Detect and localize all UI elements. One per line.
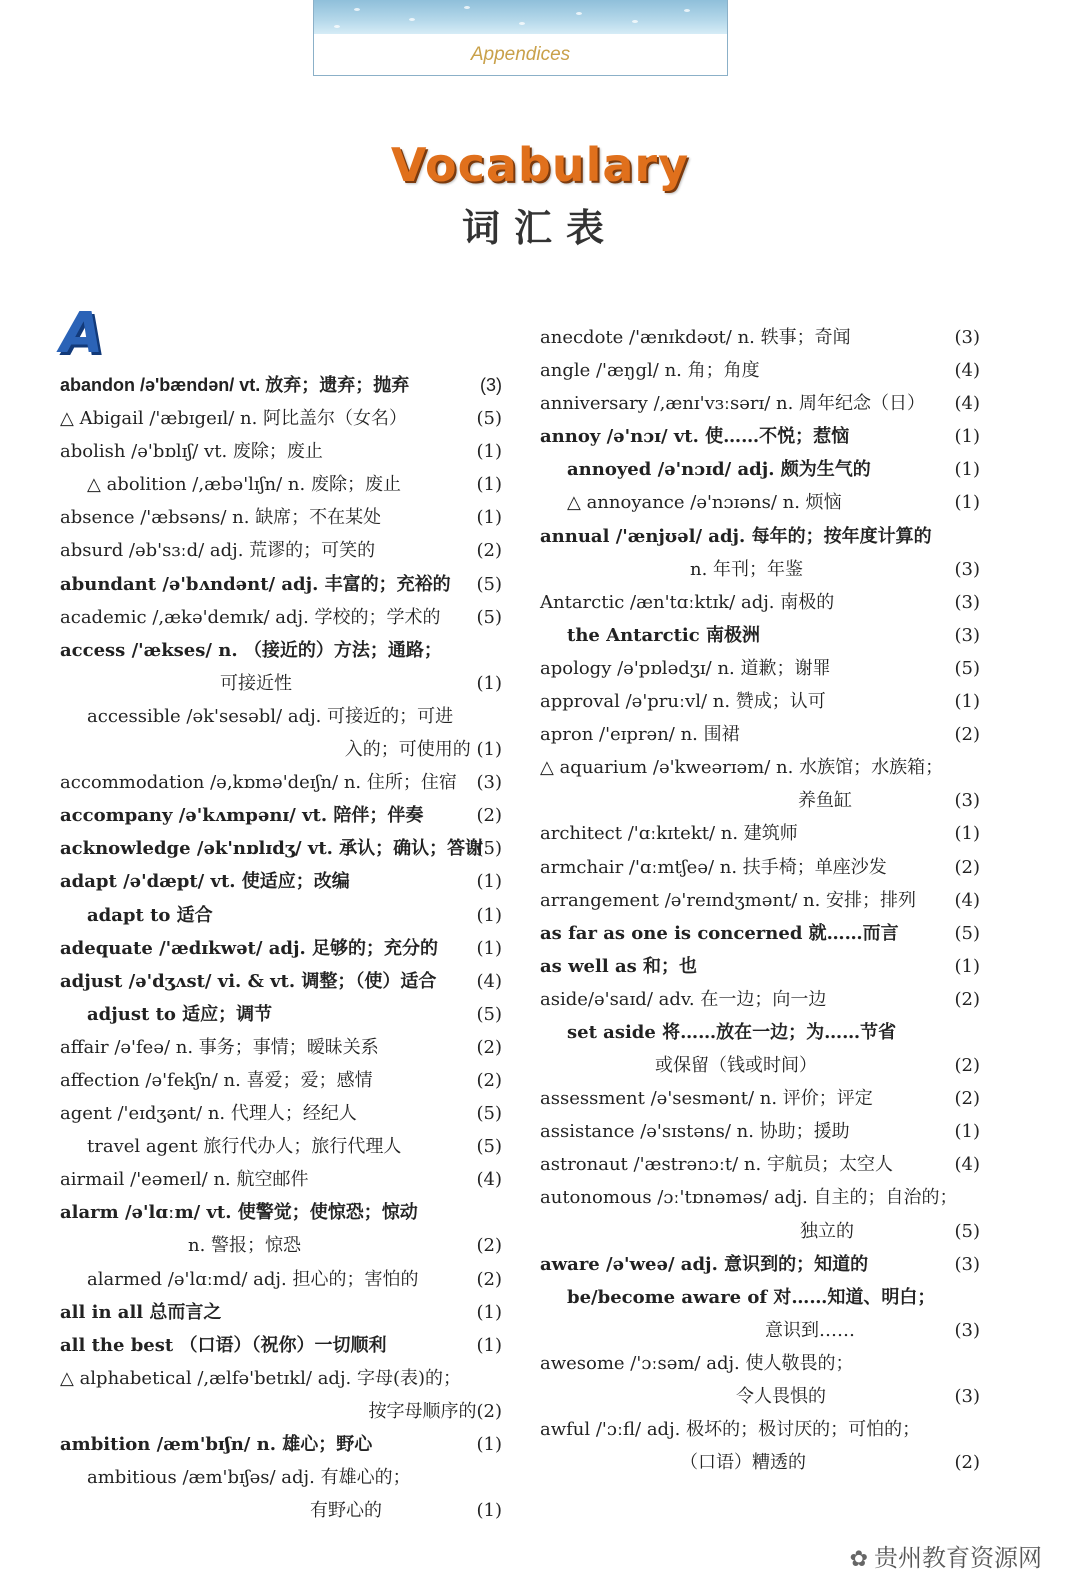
entry-line: armchair /'ɑːmtʃeə/ n. 扶手椅；单座沙发 (2): [540, 856, 980, 878]
entry-line: aside/ə'saɪd/ adv. 在一边；向一边 (2): [540, 988, 980, 1010]
entry-line: adjust to 适应；调节 (5): [87, 1003, 502, 1025]
entry-line: △ Abigail /'æbɪgeɪl/ n. 阿比盖尔（女名） (5): [60, 408, 502, 430]
entry-line: accommodation /ə,kɒmə'deɪʃn/ n. 住所；住宿 (3): [60, 772, 502, 794]
entry-line: access /'ækses/ n. （接近的）方法；通路；: [60, 639, 442, 661]
entry-line: travel agent 旅行代办人；旅行代理人 (5): [87, 1136, 502, 1158]
entry-line: awful /'ɔːfl/ adj. 极坏的；极讨厌的；可怕的；: [540, 1419, 921, 1441]
entry-line: as well as 和；也 (1): [540, 955, 980, 977]
entry-line: affair /ə'feə/ n. 事务；事情；暧昧关系 (2): [60, 1036, 502, 1058]
entry-line: △ annoyance /ə'nɔɪəns/ n. 烦恼 (1): [567, 492, 980, 514]
entry-continuation: 有野心的 (1): [310, 1500, 502, 1522]
left-column: [60, 369, 502, 1527]
entry-line: annoy /ə'nɔɪ/ vt. 使……不悦；惹恼 (1): [540, 426, 980, 448]
entry-continuation: 养鱼缸 (3): [798, 790, 980, 812]
entry-continuation: 令人畏惧的 (3): [736, 1386, 980, 1407]
entry-line: be/become aware of 对……知道、明白；: [567, 1286, 936, 1308]
entry-line: as far as one is concerned 就……而言 (5): [540, 922, 980, 944]
entry-line: anniversary /,ænɪ'vɜːsərɪ/ n. 周年纪念（日） (4): [540, 393, 980, 415]
entry-line: △ abolition /,æbə'lɪʃn/ n. 废除；废止 (1): [87, 474, 502, 496]
entry-line: ambitious /æm'bɪʃəs/ adj. 有雄心的；: [87, 1467, 411, 1489]
page-title: Vocabulary: [390, 138, 690, 192]
entry-line: alarmed /ə'lɑːmd/ adj. 担心的；害怕的 (2): [87, 1268, 502, 1290]
entry-line: astronaut /'æstrənɔːt/ n. 宇航员；太空人 (4): [540, 1154, 980, 1176]
entry-continuation: 意识到…… (3): [765, 1319, 980, 1341]
entry-line: aware /ə'weə/ adj. 意识到的；知道的 (3): [540, 1253, 980, 1275]
entry-line: adapt /ə'dæpt/ vt. 使适应；改编 (1): [60, 871, 502, 893]
entry-line: airmail /'eəmeɪl/ n. 航空邮件 (4): [60, 1169, 502, 1191]
entry-line: abandon /ə'bændən/ vt. 放弃；遗弃；抛弃 (3): [60, 375, 502, 395]
entry-line: the Antarctic 南极洲 (3): [567, 624, 980, 646]
entry-line: all the best （口语）（祝你）一切顺利 (1): [60, 1334, 502, 1356]
watermark-text: 贵州教育资源网: [874, 1544, 1042, 1572]
entry-line: assessment /ə'sesmənt/ n. 评价；评定 (2): [540, 1088, 980, 1110]
entry-line: approval /ə'pruːvl/ n. 赞成；认可 (1): [540, 691, 980, 713]
right-column: [540, 321, 980, 1479]
entry-line: △ aquarium /ə'kweərɪəm/ n. 水族馆；水族箱；: [540, 757, 944, 779]
entry-continuation: n. 警报；惊恐 (2): [188, 1235, 502, 1257]
entry-line: ambition /æm'bɪʃn/ n. 雄心；野心 (1): [60, 1434, 502, 1455]
entry-line: alarm /ə'lɑːm/ vt. 使警觉；使惊恐；惊动: [60, 1202, 418, 1224]
entry-line: acknowledge /ək'nɒlɪdʒ/ vt. 承认；确认；答谢 (5): [60, 838, 502, 860]
entry-line: affection /ə'fekʃn/ n. 喜爱；爱；感情 (2): [60, 1069, 502, 1091]
entry-line: assistance /ə'sɪstəns/ n. 协助；援助 (1): [540, 1121, 980, 1143]
entry-line: set aside 将……放在一边；为……节省: [567, 1021, 897, 1043]
entry-line: apron /'eɪprən/ n. 围裙 (2): [540, 724, 980, 746]
entry-line: accessible /ək'sesəbl/ adj. 可接近的；可进: [87, 705, 454, 727]
appendices-banner: [313, 0, 728, 76]
entry-line: annual /'ænjʊəl/ adj. 每年的；按年度计算的: [540, 525, 932, 547]
watermark: [850, 1538, 1042, 1573]
entry-line: accompany /ə'kʌmpənɪ/ vt. 陪伴；伴奏 (2): [60, 805, 502, 827]
page-title-cn: 词汇表: [461, 205, 618, 250]
entry-line: absurd /əb'sɜːd/ adj. 荒谬的；可笑的 (2): [60, 540, 502, 562]
banner-image: [314, 0, 727, 34]
entry-line: all in all 总而言之 (1): [60, 1301, 502, 1323]
entry-line: adapt to 适合 (1): [87, 904, 502, 926]
entry-line: anecdote /'ænɪkdəʊt/ n. 轶事；奇闻 (3): [540, 327, 980, 348]
entry-line: academic /,ækə'demɪk/ adj. 学校的；学术的 (5): [60, 606, 502, 628]
entry-line: architect /'ɑːkɪtekt/ n. 建筑师 (1): [540, 823, 980, 845]
entry-continuation: 或保留（钱或时间） (2): [655, 1055, 980, 1077]
entry-line: absence /'æbsəns/ n. 缺席；不在某处 (1): [60, 507, 502, 529]
entry-continuation: （口语）糟透的 (2): [680, 1452, 980, 1474]
entry-line: angle /'æŋgl/ n. 角；角度 (4): [540, 360, 980, 382]
section-letter: A: [60, 301, 104, 366]
entry-line: adjust /ə'dʒʌst/ vi. & vt. 调整；（使）适合 (4): [60, 970, 502, 992]
entry-continuation: 按字母顺序的(2): [368, 1400, 502, 1422]
entry-line: apology /ə'pɒlədʒɪ/ n. 道歉；谢罪 (5): [540, 657, 980, 679]
entry-continuation: 可接近性 (1): [220, 672, 502, 694]
entry-line: adequate /'ædɪkwət/ adj. 足够的；充分的 (1): [60, 937, 502, 959]
entry-line: △ alphabetical /,ælfə'betɪkl/ adj. 字母(表)的；: [60, 1367, 462, 1389]
entry-line: autonomous /ɔː'tɒnəməs/ adj. 自主的；自治的；: [540, 1187, 958, 1209]
entry-line: abolish /ə'bɒlɪʃ/ vt. 废除；废止 (1): [60, 441, 502, 463]
entry-line: annoyed /ə'nɔɪd/ adj. 颇为生气的 (1): [567, 459, 980, 481]
entry-line: arrangement /ə'reɪndʒmənt/ n. 安排；排列 (4): [540, 889, 980, 911]
entry-line: awesome /'ɔːsəm/ adj. 使人敬畏的；: [540, 1352, 854, 1374]
entry-continuation: 入的；可使用的 (1): [344, 739, 502, 761]
entry-line: agent /'eɪdʒənt/ n. 代理人；经纪人 (5): [60, 1103, 502, 1125]
entry-continuation: 独立的 (5): [800, 1220, 980, 1242]
wechat-icon: ✿: [849, 1547, 868, 1572]
entry-line: abundant /ə'bʌndənt/ adj. 丰富的；充裕的 (5): [60, 573, 502, 595]
entry-continuation: n. 年刊；年鉴 (3): [690, 558, 980, 580]
entry-line: Antarctic /æn'tɑːktɪk/ adj. 南极的 (3): [540, 591, 980, 613]
section-label: Appendices: [470, 44, 571, 65]
